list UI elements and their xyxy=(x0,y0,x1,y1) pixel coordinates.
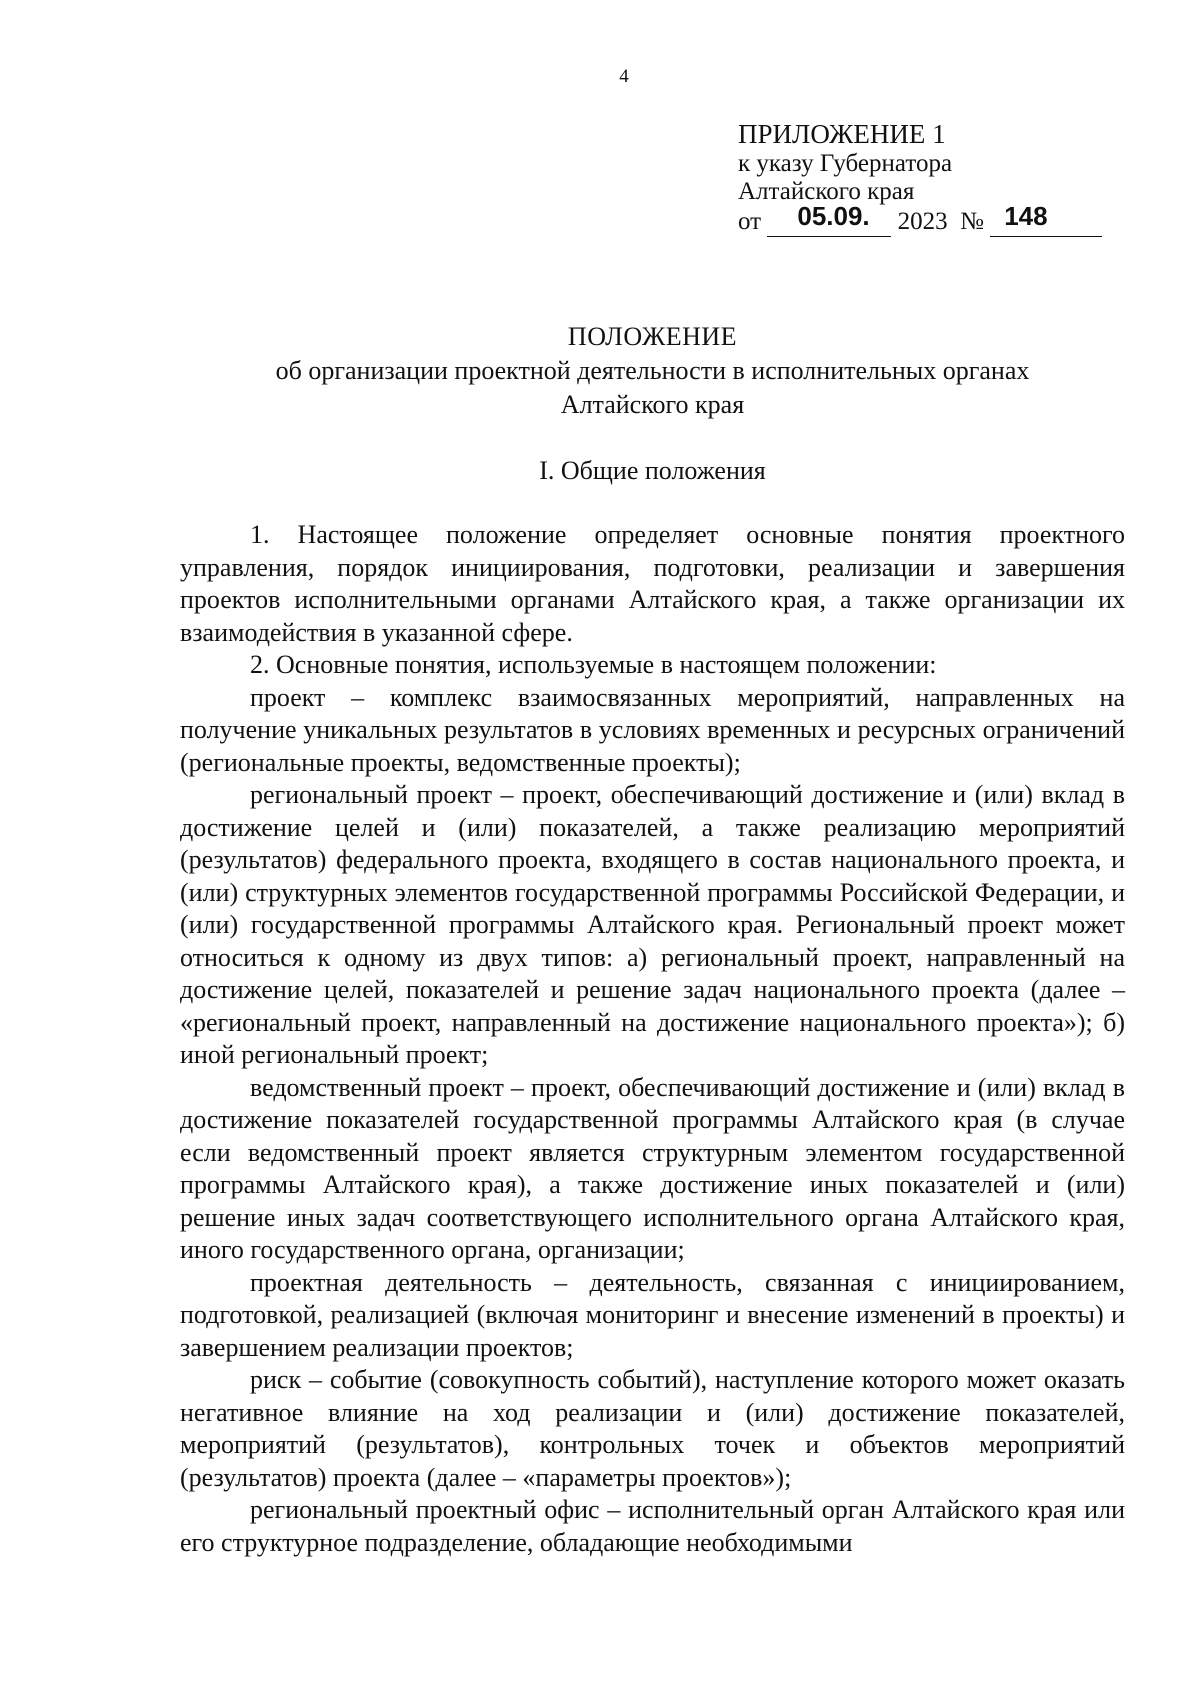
paragraph: проект – комплекс взаимосвязанных мероприятий, направленных на получение уникальных результатов в условиях временных и ресурсных ограничений (региональные проекты, ведомственные проекты); xyxy=(180,682,1125,777)
paragraph: 1. Настоящее положение определяет основные понятия проектного управления, порядок инициирования, подготовки, реализации и завершения проектов исполнительными органами Алтайского края, а также организации их взаимодействия в указанной сфере. xyxy=(180,520,1125,647)
appendix-title: ПРИЛОЖЕНИЕ 1 xyxy=(738,119,946,149)
body-text xyxy=(180,519,1125,1559)
paragraph: 2. Основные понятия, используемые в настоящем положении: xyxy=(250,650,937,679)
paragraph: проектная деятельность – деятельность, связанная с инициированием, подготовкой, реализацией (включая мониторинг и внесение изменений в проекты) и завершением реализации проектов; xyxy=(180,1267,1125,1362)
document-title: ПОЛОЖЕНИЕ xyxy=(567,322,738,351)
year-text: 2023 xyxy=(897,208,948,235)
document-subtitle-line-1: об организации проектной деятельности в исполнительных органах xyxy=(275,356,1030,385)
appendix-line-region: Алтайского края xyxy=(738,178,915,205)
paragraph: региональный проектный офис – исполнительный орган Алтайского края или его структурное подразделение, обладающие необходимыми xyxy=(180,1495,1125,1557)
date-field xyxy=(767,201,891,237)
section-title: I. Общие положения xyxy=(539,456,766,485)
document-subtitle-line-2: Алтайского края xyxy=(560,390,745,419)
number-field xyxy=(990,201,1102,237)
page-number: 4 xyxy=(619,66,629,87)
number-handwritten: 148 xyxy=(1004,201,1048,231)
paragraph: региональный проект – проект, обеспечивающий достижение и (или) вклад в достижение целей и (или) показателей, а также реализацию мероприятий (результатов) федерального проекта, входящего в состав национального проекта, и (или) структурных элементов государственной программы Российской Федерации, и (или) государственной программы Алтайского края. Региональный проект может относиться к одному из двух типов: а) региональный проект, направленный на достижение целей, показателей и решение задач национального проекта (далее – «региональный проект, направленный на достижение национального проекта»); б) иной региональный проект; xyxy=(180,780,1125,1069)
number-sign: № xyxy=(960,208,984,235)
document-heading xyxy=(180,320,1125,422)
from-label: от xyxy=(738,208,762,235)
date-handwritten: 05.09. xyxy=(797,201,870,231)
appendix-line-decree: к указу Губернатора xyxy=(738,150,953,177)
appendix-date-line xyxy=(738,201,1138,236)
paragraph: ведомственный проект – проект, обеспечивающий достижение и (или) вклад в достижение показателей государственной программы Алтайского края (в случае если ведомственный проект является структурным элементом государственной программы Алтайского края), а также достижение иных показателей и (или) решение иных задач соответствующего исполнительного органа Алтайского края, иного государственного органа, организации; xyxy=(180,1072,1125,1264)
appendix-block xyxy=(738,118,1138,236)
paragraph: риск – событие (совокупность событий), наступление которого может оказать негативное влияние на ход реализации и (или) достижение показателей, мероприятий (результатов), контрольных точек и объектов мероприятий (результатов) проекта (далее – «параметры проектов»); xyxy=(180,1365,1125,1492)
